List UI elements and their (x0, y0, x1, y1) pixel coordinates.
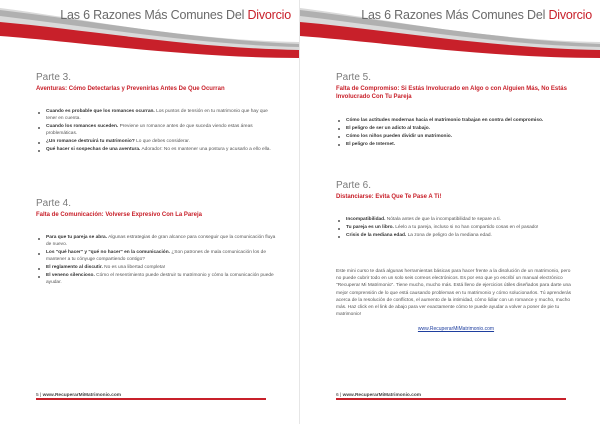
bullet-list (36, 109, 276, 154)
section-subtitle: Distanciarse: Evita Que Te Pase A Ti! (336, 194, 442, 200)
footer-link[interactable]: www.RecuperarMiMatrimonio.com (42, 393, 122, 398)
list-item: Cómo los niños pueden dividir un matrimonio. (336, 134, 576, 141)
section-parte-4 (36, 198, 276, 288)
page-footer (36, 393, 121, 398)
footer-rule (36, 398, 266, 400)
list-item: Crisis de la mediana edad. La zona de peligro de la mediana edad. (336, 233, 576, 240)
list-item: El peligro de ser un adicto al trabajo. (336, 126, 576, 133)
page-number: 5 | (36, 393, 42, 398)
book-title: Las 6 Razones Más Comunes Del Divorcio (60, 8, 291, 22)
section-parte-5 (336, 72, 576, 150)
book-title: Las 6 Razones Más Comunes Del Divorcio (361, 8, 592, 22)
list-item: Para que tu pareja se abra. Algunas estrategias de gran alcance para conseguir que la comunicación fluya de nuevo. (36, 235, 276, 249)
closing-section (336, 268, 576, 332)
closing-paragraph: Este mini curso te dará algunas herramientas básicas para hacer frente a la disolución de un matrimonio, pero no puede cubrir todo en un solo seis correos electrónicos. Es por eso que yo escribí un manual electrónico "Recuperar Mi Matrimonio". Tiene mucho, mucho más. Está lleno de ejercicios útiles diseñados para darte una mejor comprensión de lo que está causando problemas en tu matrimonio y cómo solucionarlos. Tú aprenderás acerca de la resolución de conflictos, el aumento de la intimidad, cómo lidiar con un romance y mucho, mucho más. Haz click en el link de abajo para ver exactamente cómo te puede ayudar a volver a poner de pie tu matrimonio! (336, 269, 572, 318)
bullet-list (336, 118, 576, 149)
footer-rule (336, 398, 566, 400)
section-heading: Parte 6. (336, 180, 372, 191)
list-item: El veneno silencioso. Cómo el resentimiento puede destruir tu matrimonio y cómo la comunicación puede ayudar. (36, 273, 276, 287)
list-item: Incompatibilidad. Nótala antes de que la incompatibilidad te separe a ti. (336, 217, 576, 224)
page-number: 6 | (336, 393, 342, 398)
list-item: ¿Un romance destruirá tu matrimonio? Lo que debes considerar. (36, 139, 276, 146)
page-footer (336, 393, 421, 398)
list-item: El reglamento al discutir. No es una libertad completa! (36, 265, 276, 272)
section-parte-3 (36, 72, 276, 155)
section-subtitle: Falta de Comunicación: Volverse Expresivo Con La Pareja (36, 212, 202, 218)
section-parte-6 (336, 180, 576, 241)
list-item: Cuando los romances suceden. Previene un romance antes de que suceda viendo estas áreas problemáticas. (36, 124, 276, 138)
list-item: Qué hacer si sospechas de una aventura. Adorador: No es mantener una postura y acusarlo a ello ella. (36, 147, 276, 154)
section-subtitle: Aventuras: Cómo Detectarlas y Prevenirlas Antes De Que Ocurran (36, 86, 225, 92)
section-heading: Parte 3. (36, 72, 72, 83)
section-subtitle: Falta de Compromiso: Si Estás Involucrado en Algo o con Alguien Más, No Estás Involucrado Con Tu Pareja (336, 86, 567, 101)
bullet-list (36, 235, 276, 287)
list-item: Tu pareja es un libro. Léelo a tu pareja, incluso si no han compartido cosas en el pasado! (336, 225, 576, 232)
section-heading: Parte 5. (336, 72, 372, 83)
section-heading: Parte 4. (36, 198, 72, 209)
page-right (300, 0, 600, 424)
list-item: El peligro de Internet. (336, 142, 576, 149)
bullet-list (336, 217, 576, 240)
site-link[interactable]: www.RecuperarMiMatrimonio.com (417, 326, 495, 333)
list-item: Los "qué hacer" y "qué no hacer" en la comunicación. ¿Son patrones de mala comunicación los de mantener a tu cónyuge compartiendo contigo? (36, 250, 276, 264)
footer-link[interactable]: www.RecuperarMiMatrimonio.com (342, 393, 422, 398)
list-item: Cómo las actitudes modernas hacia el matrimonio trabajan en contra del compromiso. (336, 118, 576, 125)
list-item: Cuando es probable que los romances ocurran. Los puntos de tensión en tu matrimonio que hay que tener en cuenta. (36, 109, 276, 123)
